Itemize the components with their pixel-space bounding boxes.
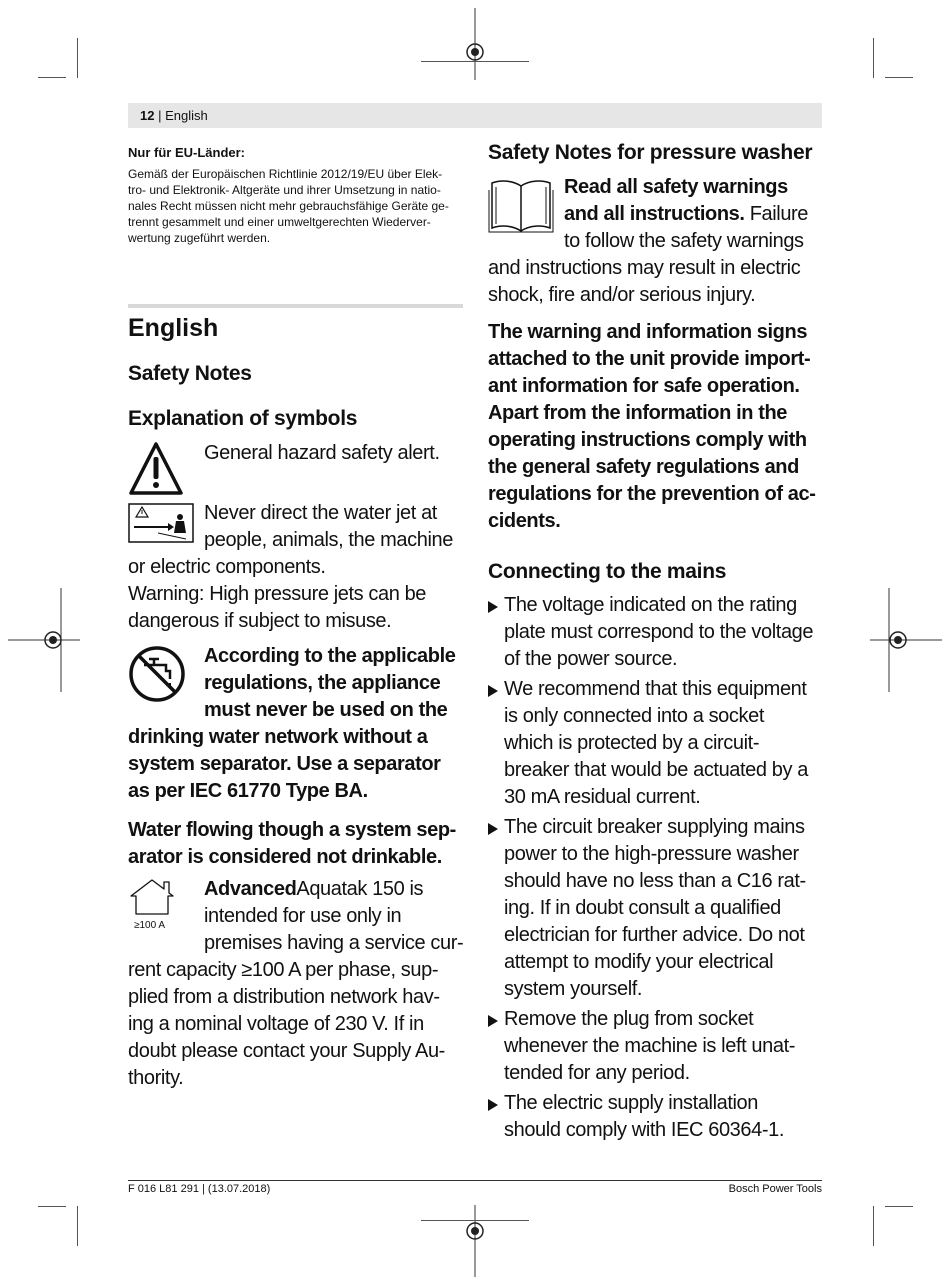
crop-mark — [873, 1206, 874, 1246]
safety-notes-heading: Safety Notes — [128, 362, 252, 385]
read-instructions-text: Read all safety warnings and all instructions. Failure to follow the safety warnings — [564, 176, 809, 252]
left-column — [128, 0, 468, 1140]
bullet-triangle-icon — [488, 1099, 498, 1111]
crop-mark — [873, 38, 874, 78]
crop-mark — [38, 1206, 66, 1207]
eu-text: Gemäß der Europäischen Richtlinie 2012/19/EU über Elek- tro- und Elektronik- Altgeräte und ihrer Umsetzung in natio- nales Recht müssen nicht mehr gebrauchsfähige Geräte ge- trennt gesammelt und einer umweltgerechten Wiederver- wertung zugeführt werden. — [128, 167, 449, 245]
no-drinking-water-icon — [128, 645, 186, 703]
advanced-brand: Advanced — [204, 878, 297, 900]
mains-bullet-list — [488, 592, 828, 1147]
section-title: English — [128, 314, 219, 342]
crop-mark — [77, 38, 78, 78]
footer-brand: Bosch Power Tools — [728, 1183, 822, 1195]
eu-title: Nur für EU-Länder: — [128, 145, 245, 160]
list-item: The circuit breaker supplying mains power to the high-pressure washer should have no less than a C16 rat- ing. If in doubt consult a qualified electrician for further advice. Do not attempt to modify your electrical system yourself. — [488, 814, 828, 1003]
signs-text: The warning and information signs attached to the unit provide import- ant information for safe operation. Apart from the information in the operating instructions comply with the general safety regulations and regulations for the prevention of ac- cidents. — [488, 321, 816, 532]
mains-heading: Connecting to the mains — [488, 560, 727, 583]
footer-rule — [128, 1180, 822, 1181]
advanced-text: AdvancedAquatak 150 is intended for use only in premises having a service cur- — [204, 878, 464, 954]
warning-triangle-icon — [128, 441, 184, 497]
flowing-water-text: Water flowing though a system sep- arator is considered not drinkable. — [128, 819, 456, 868]
read-instructions-text-cont: and instructions may result in electric shock, fire and/or serious injury. — [488, 257, 801, 306]
house-label: ≥100 A — [134, 920, 166, 931]
bullet-triangle-icon — [488, 1015, 498, 1027]
bullet-triangle-icon — [488, 685, 498, 697]
hazard-text: General hazard safety alert. — [204, 442, 440, 464]
bullet-triangle-icon — [488, 823, 498, 835]
water-jet-text-cont: or electric components. Warning: High pressure jets can be dangerous if subject to misuse. — [128, 556, 427, 632]
crop-mark — [885, 1206, 913, 1207]
list-item: We recommend that this equipment is only connected into a socket which is protected by a circuit- breaker that would be actuated by a 30 mA residual current. — [488, 676, 828, 811]
advanced-text-cont: rent capacity ≥100 A per phase, sup- plied from a distribution network hav- ing a nominal voltage of 230 V. If in doubt please contact your Supply Au- thority. — [128, 959, 445, 1089]
list-item: The electric supply installation should comply with IEC 60364-1. — [488, 1090, 828, 1144]
pressure-washer-heading: Safety Notes for pressure washer — [488, 141, 813, 164]
crop-mark — [38, 77, 66, 78]
crosshair-icon — [0, 588, 80, 692]
crop-mark — [77, 1206, 78, 1246]
water-jet-warning-icon — [128, 503, 194, 543]
crop-mark — [885, 77, 913, 78]
list-item: Remove the plug from socket whenever the machine is left unat- tended for any period. — [488, 1006, 828, 1087]
footer-doc-id: F 016 L81 291 | (13.07.2018) — [128, 1183, 271, 1195]
list-item: The voltage indicated on the rating plate must correspond to the voltage of the power source. — [488, 592, 828, 673]
drinking-water-text: According to the applicable regulations, the appliance must never be used on the — [204, 645, 456, 721]
water-jet-text: Never direct the water jet at people, animals, the machine — [204, 502, 453, 551]
manual-book-icon — [488, 176, 554, 234]
bullet-triangle-icon — [488, 601, 498, 613]
crosshair-icon — [464, 1205, 486, 1284]
crosshair-icon — [870, 588, 950, 692]
page-number-label: 12 | English — [140, 108, 208, 123]
right-column — [488, 0, 828, 1140]
explanation-heading: Explanation of symbols — [128, 407, 358, 430]
house-icon — [128, 878, 176, 918]
drinking-water-text-cont: drinking water network without a system separator. Use a separator as per IEC 61770 Type BA. — [128, 726, 441, 802]
section-divider — [128, 304, 463, 308]
crop-mark — [421, 1220, 529, 1221]
